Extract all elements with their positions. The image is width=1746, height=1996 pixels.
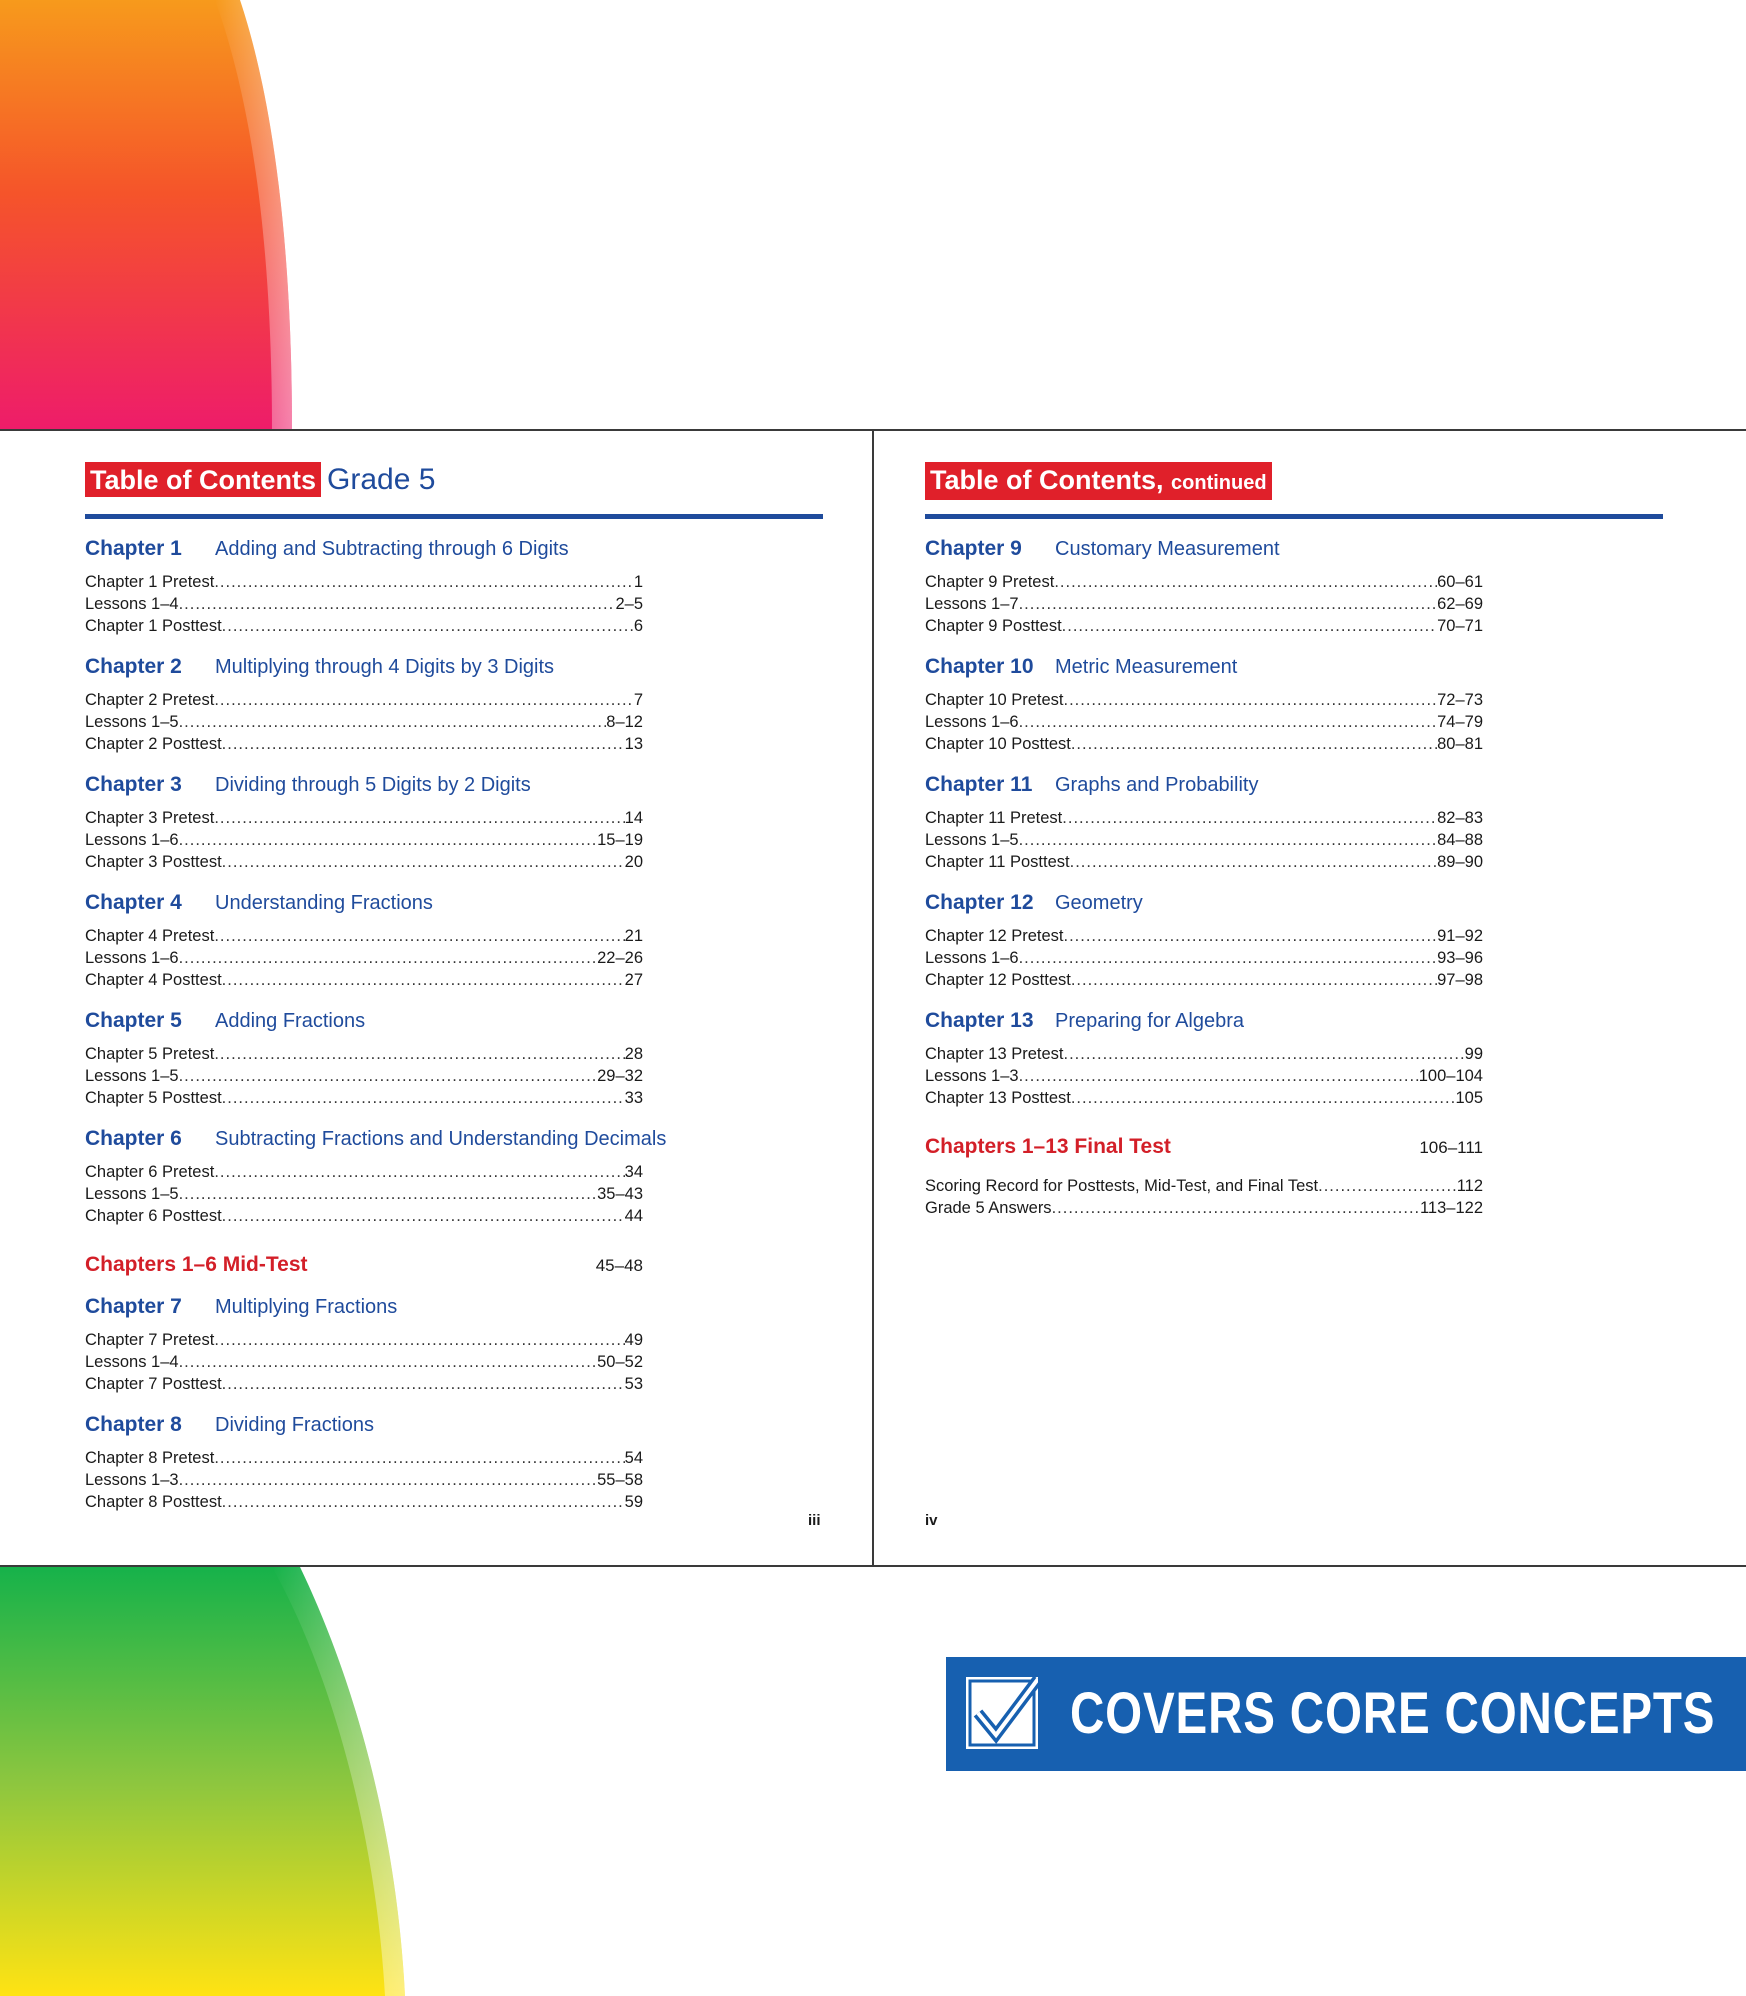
toc-entry[interactable] — [925, 1043, 1483, 1065]
dot-leader — [1071, 969, 1437, 991]
toc-title: Table of Contents — [85, 462, 321, 497]
chapter-section — [85, 773, 823, 873]
entry-label: Chapter 5 Posttest — [85, 1089, 222, 1107]
entry-pages: 14 — [624, 809, 643, 827]
chapter-number: Chapter 13 — [925, 1009, 1034, 1032]
chapter-heading[interactable] — [85, 1127, 823, 1161]
entry-pages: 55–58 — [597, 1471, 643, 1489]
toc-entry[interactable] — [85, 1183, 643, 1205]
toc-entry[interactable] — [925, 571, 1483, 593]
chapter-number: Chapter 10 — [925, 655, 1034, 678]
entry-label: Lessons 1–5 — [85, 1185, 179, 1203]
entry-label: Chapter 8 Posttest — [85, 1493, 222, 1511]
entry-label: Chapter 10 Posttest — [925, 735, 1071, 753]
chapter-name: Understanding Fractions — [215, 892, 433, 914]
chapter-section — [85, 891, 823, 991]
entry-label: Lessons 1–7 — [925, 595, 1019, 613]
toc-entry[interactable] — [85, 1329, 643, 1351]
entry-label: Lessons 1–3 — [925, 1067, 1019, 1085]
entry-label: Chapter 6 Pretest — [85, 1163, 215, 1181]
entry-pages: 20 — [624, 853, 643, 871]
toc-entry[interactable] — [85, 571, 643, 593]
toc-entry[interactable] — [925, 1087, 1483, 1109]
entry-pages: 1 — [633, 573, 643, 591]
entry-pages: 22–26 — [597, 949, 643, 967]
entry-pages: 112 — [1456, 1177, 1483, 1195]
chapter-number: Chapter 12 — [925, 891, 1034, 914]
dot-leader — [1064, 689, 1438, 711]
entry-label: Lessons 1–5 — [85, 713, 179, 731]
entry-pages: 99 — [1464, 1045, 1483, 1063]
dot-leader — [1064, 925, 1438, 947]
toc-entry[interactable] — [85, 1447, 643, 1469]
entry-pages: 89–90 — [1437, 853, 1483, 871]
entry-label: Chapter 11 Posttest — [925, 853, 1070, 871]
entry-pages: 35–43 — [597, 1185, 643, 1203]
entry-label: Chapter 13 Posttest — [925, 1089, 1071, 1107]
entry-label: Chapter 2 Posttest — [85, 735, 222, 753]
dot-leader — [179, 829, 598, 851]
entry-pages: 21 — [624, 927, 643, 945]
entry-pages: 60–61 — [1437, 573, 1483, 591]
chapter-name: Subtracting Fractions and Understanding Decimals — [215, 1128, 667, 1150]
finaltest-title: Chapters 1–13 Final Test — [925, 1135, 1171, 1158]
entry-pages: 62–69 — [1437, 595, 1483, 613]
toc-entry[interactable] — [85, 807, 643, 829]
entry-pages: 2–5 — [615, 595, 643, 613]
dot-leader — [179, 1351, 598, 1373]
toc-header-continued — [925, 462, 1663, 519]
dot-leader — [1064, 1043, 1465, 1065]
toc-entry[interactable] — [85, 1161, 643, 1183]
entry-pages: 7 — [633, 691, 643, 709]
entry-pages: 49 — [624, 1331, 643, 1349]
toc-entry[interactable] — [925, 1197, 1483, 1219]
chapter-section — [925, 891, 1663, 991]
chapter-name: Preparing for Algebra — [1055, 1010, 1245, 1032]
chapter-name: Customary Measurement — [1055, 538, 1280, 560]
finaltest-pages: 106–111 — [1419, 1138, 1483, 1157]
toc-page-right — [925, 462, 1663, 1219]
entry-label: Chapter 3 Pretest — [85, 809, 215, 827]
chapter-number: Chapter 8 — [85, 1413, 182, 1436]
entry-label: Lessons 1–5 — [85, 1067, 179, 1085]
entry-pages: 29–32 — [597, 1067, 643, 1085]
page-number-right: iv — [925, 1512, 938, 1529]
dot-leader — [214, 689, 633, 711]
chapter-heading[interactable] — [925, 1009, 1663, 1043]
entry-pages: 91–92 — [1437, 927, 1483, 945]
entry-label: Chapter 12 Pretest — [925, 927, 1064, 945]
toc-entry[interactable] — [85, 969, 643, 991]
dot-leader — [214, 571, 633, 593]
toc-entry[interactable] — [85, 689, 643, 711]
dot-leader — [179, 947, 598, 969]
entry-label: Lessons 1–3 — [85, 1471, 179, 1489]
toc-entry[interactable] — [925, 733, 1483, 755]
chapter-name: Metric Measurement — [1055, 656, 1238, 678]
dot-leader — [1019, 593, 1438, 615]
entry-label: Chapter 4 Pretest — [85, 927, 215, 945]
chapter-heading[interactable] — [85, 773, 823, 807]
entry-pages: 82–83 — [1437, 809, 1483, 827]
entry-label: Lessons 1–4 — [85, 595, 179, 613]
dot-leader — [222, 733, 625, 755]
chapter-section — [925, 537, 1663, 637]
midtest-pages: 45–48 — [595, 1256, 643, 1275]
toc-entry[interactable] — [925, 1065, 1483, 1087]
entry-label: Lessons 1–6 — [925, 713, 1019, 731]
toc-entry[interactable] — [85, 1087, 643, 1109]
chapter-number: Chapter 3 — [85, 773, 182, 796]
toc-entry[interactable] — [925, 689, 1483, 711]
toc-entry[interactable] — [85, 615, 643, 637]
dot-leader — [1070, 851, 1438, 873]
entry-label: Grade 5 Answers — [925, 1199, 1052, 1217]
dot-leader — [214, 1161, 624, 1183]
dot-leader — [222, 851, 625, 873]
chapter-name: Dividing Fractions — [215, 1414, 374, 1436]
covers-core-concepts-banner — [946, 1657, 1746, 1771]
entry-label: Chapter 5 Pretest — [85, 1045, 215, 1063]
chapter-section — [85, 1127, 823, 1227]
chapter-section — [85, 655, 823, 755]
midtest-title: Chapters 1–6 Mid-Test — [85, 1253, 308, 1276]
dot-leader — [1019, 947, 1438, 969]
entry-pages: 50–52 — [597, 1353, 643, 1371]
chapter-number: Chapter 2 — [85, 655, 182, 678]
entry-pages: 34 — [624, 1163, 643, 1181]
dot-leader — [1071, 1087, 1456, 1109]
toc-entry[interactable] — [85, 1469, 643, 1491]
dot-leader — [1318, 1175, 1457, 1197]
chapter-number: Chapter 5 — [85, 1009, 182, 1032]
chapter-number: Chapter 4 — [85, 891, 182, 914]
dot-leader — [214, 1447, 624, 1469]
entry-pages: 72–73 — [1437, 691, 1483, 709]
chapter-heading[interactable] — [85, 891, 823, 925]
toc-entry[interactable] — [925, 925, 1483, 947]
dot-leader — [1071, 733, 1437, 755]
dot-leader — [222, 1205, 625, 1227]
entry-label: Chapter 9 Posttest — [925, 617, 1062, 635]
entry-pages: 74–79 — [1437, 713, 1483, 731]
chapter-section — [85, 1009, 823, 1109]
toc-entry[interactable] — [925, 593, 1483, 615]
entry-pages: 54 — [624, 1449, 643, 1467]
toc-entry[interactable] — [925, 1175, 1483, 1197]
entry-label: Chapter 4 Posttest — [85, 971, 222, 989]
entry-pages: 70–71 — [1437, 617, 1483, 635]
toc-entry[interactable] — [85, 711, 643, 733]
entry-pages: 28 — [624, 1045, 643, 1063]
chapter-number: Chapter 9 — [925, 537, 1022, 560]
toc-entry[interactable] — [925, 615, 1483, 637]
entry-label: Chapter 12 Posttest — [925, 971, 1071, 989]
chapter-name: Graphs and Probability — [1055, 774, 1259, 796]
chapter-number: Chapter 7 — [85, 1295, 182, 1318]
entry-label: Chapter 10 Pretest — [925, 691, 1064, 709]
chapter-heading[interactable] — [85, 537, 823, 571]
chapter-name: Geometry — [1055, 892, 1143, 914]
chapter-section — [85, 1295, 823, 1395]
page-number-left: iii — [808, 1512, 821, 1529]
dot-leader — [222, 1087, 625, 1109]
entry-pages: 13 — [624, 735, 643, 753]
chapter-name: Dividing through 5 Digits by 2 Digits — [215, 774, 531, 796]
chapter-name: Adding and Subtracting through 6 Digits — [215, 538, 569, 560]
toc-entry[interactable] — [925, 851, 1483, 873]
entry-label: Lessons 1–6 — [925, 949, 1019, 967]
chapter-heading[interactable] — [85, 655, 823, 689]
chapter-heading[interactable] — [85, 1009, 823, 1043]
toc-entry[interactable] — [85, 851, 643, 873]
toc-title-continued: Table of Contents, continued — [925, 462, 1272, 500]
chapter-number: Chapter 1 — [85, 537, 182, 560]
toc-entry[interactable] — [85, 925, 643, 947]
toc-entry[interactable] — [925, 711, 1483, 733]
dot-leader — [222, 969, 625, 991]
toc-entry[interactable] — [925, 829, 1483, 851]
toc-entry[interactable] — [925, 947, 1483, 969]
toc-entry[interactable] — [85, 593, 643, 615]
entry-pages: 84–88 — [1437, 831, 1483, 849]
entry-pages: 105 — [1455, 1089, 1483, 1107]
chapter-section — [925, 773, 1663, 873]
chapter-number: Chapter 6 — [85, 1127, 182, 1150]
entry-pages: 93–96 — [1437, 949, 1483, 967]
entry-label: Lessons 1–6 — [85, 831, 179, 849]
dot-leader — [1019, 711, 1438, 733]
dot-leader — [1052, 1197, 1420, 1219]
grade-label: Grade 5 — [327, 463, 436, 496]
entry-label: Chapter 9 Pretest — [925, 573, 1055, 591]
entry-pages: 53 — [624, 1375, 643, 1393]
entry-label: Lessons 1–4 — [85, 1353, 179, 1371]
dot-leader — [179, 711, 607, 733]
toc-entry[interactable] — [85, 1351, 643, 1373]
toc-entry[interactable] — [85, 1043, 643, 1065]
entry-pages: 8–12 — [606, 713, 643, 731]
chapter-section — [925, 1009, 1663, 1109]
entry-label: Chapter 1 Posttest — [85, 617, 222, 635]
dot-leader — [214, 1043, 624, 1065]
entry-label: Chapter 2 Pretest — [85, 691, 215, 709]
dot-leader — [214, 925, 624, 947]
dot-leader — [1054, 571, 1437, 593]
entry-pages: 80–81 — [1437, 735, 1483, 753]
chapter-section — [925, 655, 1663, 755]
green-swoosh — [0, 1567, 405, 1996]
toc-entry[interactable] — [85, 1491, 643, 1513]
dot-leader — [222, 1373, 625, 1395]
dot-leader — [179, 1065, 598, 1087]
toc-entry[interactable] — [85, 733, 643, 755]
entry-label: Chapter 8 Pretest — [85, 1449, 215, 1467]
entry-pages: 27 — [624, 971, 643, 989]
chapter-name: Multiplying Fractions — [215, 1296, 398, 1318]
toc-entry[interactable] — [925, 969, 1483, 991]
dot-leader — [214, 807, 624, 829]
entry-pages: 113–122 — [1419, 1199, 1483, 1217]
dot-leader — [214, 1329, 624, 1351]
chapter-section — [85, 537, 823, 637]
toc-entry[interactable] — [85, 829, 643, 851]
dot-leader — [179, 1183, 598, 1205]
entry-pages: 59 — [624, 1493, 643, 1511]
dot-leader — [1062, 807, 1437, 829]
entry-pages: 44 — [624, 1207, 643, 1225]
dot-leader — [1019, 1065, 1419, 1087]
toc-entry[interactable] — [85, 1205, 643, 1227]
chapter-heading[interactable] — [85, 1413, 823, 1447]
center-divider — [872, 430, 874, 1566]
chapter-number: Chapter 11 — [925, 773, 1033, 796]
entry-label: Lessons 1–5 — [925, 831, 1019, 849]
entry-label: Chapter 3 Posttest — [85, 853, 222, 871]
dot-leader — [222, 615, 634, 637]
chapter-section — [85, 1413, 823, 1513]
chapter-heading[interactable] — [925, 891, 1663, 925]
entry-label: Chapter 7 Pretest — [85, 1331, 215, 1349]
entry-pages: 33 — [624, 1089, 643, 1107]
entry-label: Chapter 11 Pretest — [925, 809, 1063, 827]
toc-header — [85, 462, 823, 519]
chapter-heading[interactable] — [85, 1295, 823, 1329]
dot-leader — [179, 1469, 598, 1491]
chapter-name: Adding Fractions — [215, 1010, 366, 1032]
entry-label: Chapter 7 Posttest — [85, 1375, 222, 1393]
toc-entry[interactable] — [925, 807, 1483, 829]
entry-label: Chapter 1 Pretest — [85, 573, 215, 591]
toc-page-left — [85, 462, 823, 1513]
finaltest-entry[interactable] — [925, 1135, 1483, 1159]
dot-leader — [1062, 615, 1437, 637]
toc-entry[interactable] — [85, 1065, 643, 1087]
chapter-heading[interactable] — [925, 773, 1663, 807]
toc-entry[interactable] — [85, 1373, 643, 1395]
dot-leader — [1019, 829, 1438, 851]
dot-leader — [222, 1491, 625, 1513]
chapter-heading[interactable] — [925, 537, 1663, 571]
entry-label: Chapter 13 Pretest — [925, 1045, 1064, 1063]
chapter-name: Multiplying through 4 Digits by 3 Digits — [215, 656, 555, 678]
entry-label: Scoring Record for Posttests, Mid-Test, and Final Test — [925, 1177, 1319, 1195]
entry-pages: 6 — [633, 617, 643, 635]
entry-pages: 100–104 — [1418, 1067, 1483, 1085]
checkmark-icon — [966, 1677, 1038, 1749]
banner-text: COVERS CORE CONCEPTS — [1070, 1681, 1716, 1746]
dot-leader — [179, 593, 616, 615]
entry-pages: 15–19 — [597, 831, 643, 849]
entry-label: Chapter 6 Posttest — [85, 1207, 222, 1225]
entry-label: Lessons 1–6 — [85, 949, 179, 967]
entry-pages: 97–98 — [1437, 971, 1483, 989]
toc-entry[interactable] — [85, 947, 643, 969]
chapter-heading[interactable] — [925, 655, 1663, 689]
midtest-entry[interactable] — [85, 1253, 643, 1277]
